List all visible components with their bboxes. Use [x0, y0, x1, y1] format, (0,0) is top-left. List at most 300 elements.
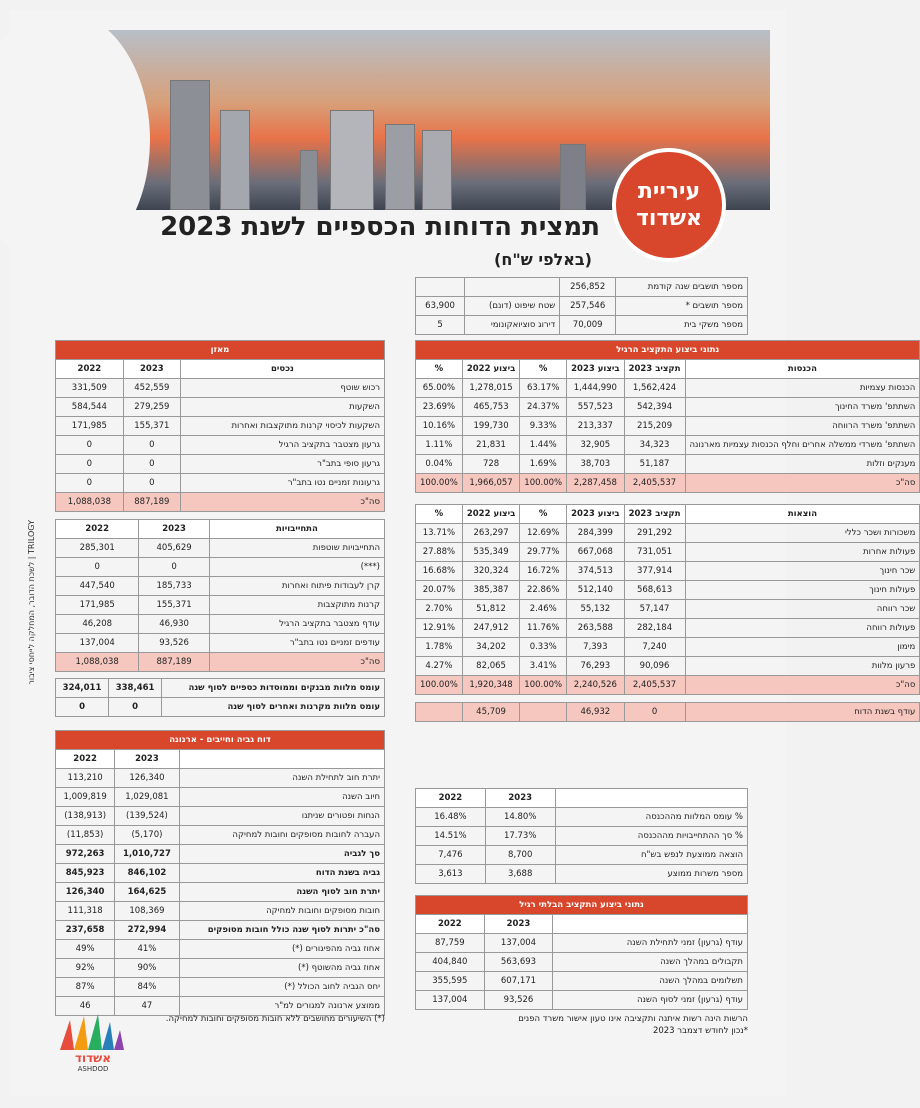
- cell-value: 32,905: [567, 436, 624, 455]
- cell-value: 14.80%: [485, 808, 555, 827]
- table-row: [416, 600, 920, 619]
- table-row: [56, 959, 385, 978]
- cell-value: 263,588: [567, 619, 624, 638]
- cell-value: 263,297: [462, 524, 519, 543]
- table-row: [56, 864, 385, 883]
- cell-value: 279,259: [123, 398, 180, 417]
- row-label: רכוש שוטף: [180, 379, 384, 398]
- table-row: [416, 562, 920, 581]
- cell-value: 92%: [56, 959, 115, 978]
- cell-value: 0: [123, 436, 180, 455]
- row-label: השקעות: [180, 398, 384, 417]
- loans-table: [55, 678, 385, 717]
- regular-budget-title: נתוני ביצוע התקציב הרגיל: [416, 341, 920, 360]
- cell-value: 282,184: [624, 619, 685, 638]
- table-row: [56, 398, 385, 417]
- row-label: אחוז גביה מהפיגורים (*): [179, 940, 384, 959]
- row-label: שכר רווחה: [685, 600, 920, 619]
- row-label: סך לגביה: [179, 845, 384, 864]
- row-label: השתתפ' משרד הרווחה: [685, 417, 920, 436]
- row-label: קרן לעבודות פיתוח ואחרות: [209, 577, 384, 596]
- row-label: סה"כ: [209, 653, 384, 672]
- cell-value: 1,010,727: [115, 845, 179, 864]
- row-label: השתתפ' משרד החינוך: [685, 398, 920, 417]
- table-row: [56, 883, 385, 902]
- table-row: [416, 619, 920, 638]
- logo-sub: ASHDOD: [77, 1065, 109, 1073]
- cell-value: 126,340: [56, 883, 115, 902]
- row-label: נכסים: [180, 360, 384, 379]
- row-label: % עומס המלוות מההכנסה: [555, 808, 747, 827]
- row-label: פרעון מלוות: [685, 657, 920, 676]
- cell-value: ביצוע 2022: [462, 505, 519, 524]
- cell-value: 126,340: [115, 769, 179, 788]
- cell-value: 1.78%: [416, 638, 463, 657]
- arnona-note: (*) השיעורים מחושבים ללא חובות מסופקים וחובות למחיקה.: [165, 1014, 385, 1024]
- cell-value: 374,513: [567, 562, 624, 581]
- cell-value: 93,526: [484, 991, 553, 1010]
- cell-value: %: [520, 360, 567, 379]
- cell-value: 0: [123, 474, 180, 493]
- row-label: עודף (גרעון) זמני לתחילת השנה: [553, 934, 748, 953]
- cell-value: 7,240: [624, 638, 685, 657]
- table-row: [56, 940, 385, 959]
- cell-value: 1,966,057: [462, 474, 519, 493]
- table-row: [56, 902, 385, 921]
- cell-value: 27.88%: [416, 543, 463, 562]
- table-row: [56, 474, 385, 493]
- table-row: [56, 558, 385, 577]
- cell-value: 46,208: [56, 615, 139, 634]
- cell-value: 11.76%: [520, 619, 567, 638]
- header-row: [416, 505, 920, 524]
- cell-value: 2,405,537: [624, 474, 685, 493]
- row-label: פעולות רווחה: [685, 619, 920, 638]
- cell-value: 46,932: [567, 703, 624, 722]
- cell-value: 137,004: [416, 991, 485, 1010]
- cell-value: 465,753: [462, 398, 519, 417]
- cell-value: 49%: [56, 940, 115, 959]
- row-label: יתרת חוב לתחילת השנה: [179, 769, 384, 788]
- stat-value: 256,852: [560, 278, 616, 297]
- row-label: פעולות חינוך: [685, 581, 920, 600]
- right-notes: [430, 1014, 748, 1038]
- row-label: סה"כ: [685, 676, 920, 695]
- cell-value: 2022: [416, 789, 486, 808]
- cell-value: 3,613: [416, 865, 486, 884]
- header-row: [56, 750, 385, 769]
- table-row: [416, 638, 920, 657]
- row-label: הכנסות: [685, 360, 920, 379]
- row-label: קרנות מתוקצבות: [209, 596, 384, 615]
- cell-value: תקציב 2023: [624, 505, 685, 524]
- cell-value: 76,293: [567, 657, 624, 676]
- cell-value: 452,559: [123, 379, 180, 398]
- cell-value: 2,405,537: [624, 676, 685, 695]
- row-label: גביה בשנת הדוח: [179, 864, 384, 883]
- cell-value: 845,923: [56, 864, 115, 883]
- header-row: [56, 360, 385, 379]
- cell-value: 34,323: [624, 436, 685, 455]
- cell-value: 0: [56, 474, 124, 493]
- table-row: [416, 398, 920, 417]
- table-row: [56, 679, 385, 698]
- vertical-credit: לשכת הדובר, המחלקה לייחסי ציבור | TRILOGY: [27, 520, 36, 685]
- row-label: התחייבויות שוטפות: [209, 539, 384, 558]
- cell-value: 93,526: [139, 634, 209, 653]
- cell-value: 887,189: [139, 653, 209, 672]
- row-label: ממוצע ארנונה למגורים למ"ר: [179, 997, 384, 1016]
- row-label: סה"כ: [685, 474, 920, 493]
- cell-value: 12.69%: [520, 524, 567, 543]
- cell-value: 2023: [139, 520, 209, 539]
- total-row: [416, 474, 920, 493]
- cell-value: 2022: [416, 915, 485, 934]
- cell-value: 87%: [56, 978, 115, 997]
- cell-value: 291,292: [624, 524, 685, 543]
- cell-value: 320,324: [462, 562, 519, 581]
- cell-value: 667,068: [567, 543, 624, 562]
- row-label: התחייבויות: [209, 520, 384, 539]
- cell-value: 185,733: [139, 577, 209, 596]
- stat-value: 257,546: [560, 297, 616, 316]
- table-row: [416, 657, 920, 676]
- title-unit: (באלפי ש"ח): [494, 250, 592, 269]
- row-label: שכר חינוך: [685, 562, 920, 581]
- stat-value: 63,900: [416, 297, 465, 316]
- cell-value: 45,709: [462, 703, 519, 722]
- cell-value: 338,461: [109, 679, 162, 698]
- cell-value: 46: [56, 997, 115, 1016]
- cell-value: 2023: [484, 915, 553, 934]
- table-row: [416, 379, 920, 398]
- cell-value: 90,096: [624, 657, 685, 676]
- cell-value: 1,009,819: [56, 788, 115, 807]
- cell-value: 24.37%: [520, 398, 567, 417]
- cell-value: 1,088,038: [56, 493, 124, 512]
- table-row: [416, 827, 748, 846]
- cell-value: ביצוע 2022: [462, 360, 519, 379]
- table-row: [416, 455, 920, 474]
- cell-value: 1,278,015: [462, 379, 519, 398]
- total-row: [56, 493, 385, 512]
- row-label: [179, 750, 384, 769]
- table-row: [56, 769, 385, 788]
- arnona-title: דוח גביה וחייבים - ארנונה: [56, 731, 385, 750]
- cell-value: 90%: [115, 959, 179, 978]
- cell-value: 405,629: [139, 539, 209, 558]
- cell-value: 563,693: [484, 953, 553, 972]
- cell-value: 1,088,038: [56, 653, 139, 672]
- cell-value: %: [416, 360, 463, 379]
- row-label: עומס מלוות מקרנות ואחרים לסוף שנה: [162, 698, 385, 717]
- table-row: [416, 543, 920, 562]
- stat-value: 5: [416, 316, 465, 335]
- cell-value: 324,011: [56, 679, 109, 698]
- row-label: תשלומים במהלך השנה: [553, 972, 748, 991]
- cell-value: 38,703: [567, 455, 624, 474]
- cell-value: (5,170): [115, 826, 179, 845]
- cell-value: 13.71%: [416, 524, 463, 543]
- table-row: [56, 698, 385, 717]
- cell-value: 385,387: [462, 581, 519, 600]
- cell-value: 972,263: [56, 845, 115, 864]
- cell-value: 100.00%: [416, 676, 463, 695]
- cell-value: 171,985: [56, 417, 124, 436]
- cell-value: 2.70%: [416, 600, 463, 619]
- table-row: [56, 417, 385, 436]
- row-label: גרעון סופי בתב"ר: [180, 455, 384, 474]
- cell-value: 237,658: [56, 921, 115, 940]
- cell-value: 0.33%: [520, 638, 567, 657]
- cell-value: 1.69%: [520, 455, 567, 474]
- city-badge: [612, 148, 726, 262]
- cell-value: 82,065: [462, 657, 519, 676]
- cell-value: 2023: [485, 789, 555, 808]
- cell-value: 607,171: [484, 972, 553, 991]
- cell-value: 1.44%: [520, 436, 567, 455]
- total-row: [56, 653, 385, 672]
- cell-value: 355,595: [416, 972, 485, 991]
- stat-label: דירוג סוציואקונומי: [465, 316, 560, 335]
- cell-value: 65.00%: [416, 379, 463, 398]
- row-label: יתרת חוב לסוף השנה: [179, 883, 384, 902]
- cell-value: 0: [109, 698, 162, 717]
- header-row: [416, 789, 748, 808]
- cell-value: 0: [56, 698, 109, 717]
- row-label: % סך ההתחייבויות מההכנסה: [555, 827, 747, 846]
- balance-title: מאזן: [56, 341, 385, 360]
- cell-value: 0: [56, 436, 124, 455]
- cell-value: 728: [462, 455, 519, 474]
- header-row: [416, 360, 920, 379]
- row-label: הוצאות: [685, 505, 920, 524]
- cell-value: 2022: [56, 750, 115, 769]
- cell-value: 7,393: [567, 638, 624, 657]
- row-label: פעולות אחרות: [685, 543, 920, 562]
- row-label: תקבולים במהלך השנה: [553, 953, 748, 972]
- cell-value: 51,187: [624, 455, 685, 474]
- cell-value: 512,140: [567, 581, 624, 600]
- table-row: [416, 808, 748, 827]
- row-label: מספר משרות ממוצע: [555, 865, 747, 884]
- city-name-line2: אשדוד: [635, 206, 703, 231]
- ashdod-logo: [48, 1012, 138, 1072]
- development-budget-table: [415, 895, 748, 1010]
- row-label: השקעות לכיסוי קרנות מתוקצבות ואחרות: [180, 417, 384, 436]
- cell-value: 2,240,526: [567, 676, 624, 695]
- cell-value: 87,759: [416, 934, 485, 953]
- cell-value: 272,994: [115, 921, 179, 940]
- table-row: [56, 596, 385, 615]
- cell-value: 16.68%: [416, 562, 463, 581]
- cell-value: 113,210: [56, 769, 115, 788]
- table-row: [416, 953, 748, 972]
- table-row: [416, 972, 748, 991]
- ratios-table: [415, 788, 748, 884]
- cell-value: 215,209: [624, 417, 685, 436]
- table-row: [56, 921, 385, 940]
- table-row: [416, 934, 748, 953]
- table-row: [416, 865, 748, 884]
- table-row: [56, 807, 385, 826]
- row-label: חובות מסופקים וחובות למחיקה: [179, 902, 384, 921]
- table-row: [56, 577, 385, 596]
- cell-value: 404,840: [416, 953, 485, 972]
- cell-value: 0.04%: [416, 455, 463, 474]
- table-row: [56, 788, 385, 807]
- cell-value: 731,051: [624, 543, 685, 562]
- cell-value: 2022: [56, 360, 124, 379]
- cell-value: 1,920,348: [462, 676, 519, 695]
- cell-value: 557,523: [567, 398, 624, 417]
- cell-value: 41%: [115, 940, 179, 959]
- city-name-line1: עיריית: [637, 178, 701, 204]
- row-label: גרעונות זמניים נטו בתב"ר: [180, 474, 384, 493]
- cell-value: 57,147: [624, 600, 685, 619]
- cell-value: 7,476: [416, 846, 486, 865]
- cell-value: 0: [139, 558, 209, 577]
- table-row: [56, 978, 385, 997]
- header-row: [416, 915, 748, 934]
- note-line: *נכון לחודש דצמבר 2023: [652, 1025, 748, 1036]
- table-row: [56, 615, 385, 634]
- population-stats-table: [415, 277, 748, 335]
- cell-value: 10.16%: [416, 417, 463, 436]
- row-label: הנחות ופטורים שניתנו: [179, 807, 384, 826]
- cell-value: (139,524): [115, 807, 179, 826]
- cell-value: 0: [56, 455, 124, 474]
- cell-value: 3,688: [485, 865, 555, 884]
- cell-value: 9.33%: [520, 417, 567, 436]
- arnona-table: [55, 730, 385, 1016]
- cell-value: 3.41%: [520, 657, 567, 676]
- cell-value: ביצוע 2023: [567, 360, 624, 379]
- regular-budget-table: [415, 340, 920, 722]
- table-row: [416, 581, 920, 600]
- table-row: [416, 846, 748, 865]
- table-row: [416, 991, 748, 1010]
- cell-value: 447,540: [56, 577, 139, 596]
- row-label: אחוז גביה מהשוטף (*): [179, 959, 384, 978]
- cell-value: 1,029,081: [115, 788, 179, 807]
- cell-value: 0: [624, 703, 685, 722]
- cell-value: 2.46%: [520, 600, 567, 619]
- cell-value: (138,913): [56, 807, 115, 826]
- cell-value: 8,700: [485, 846, 555, 865]
- stat-label: מספר משקי בית: [616, 316, 748, 335]
- row-label: [553, 915, 748, 934]
- cell-value: 100.00%: [520, 676, 567, 695]
- cell-value: 213,337: [567, 417, 624, 436]
- cell-value: 1,562,424: [624, 379, 685, 398]
- cell-value: 2023: [123, 360, 180, 379]
- development-budget-title: נתוני ביצוע התקציב הבלתי רגיל: [416, 896, 748, 915]
- cell-value: 46,930: [139, 615, 209, 634]
- cell-value: 155,371: [139, 596, 209, 615]
- cell-value: 164,625: [115, 883, 179, 902]
- cell-value: 542,394: [624, 398, 685, 417]
- cell-value: 16.72%: [520, 562, 567, 581]
- cell-value: 568,613: [624, 581, 685, 600]
- cell-value: 21,831: [462, 436, 519, 455]
- cell-value: 2023: [115, 750, 179, 769]
- stat-label: מספר תושבים *: [616, 297, 748, 316]
- cell-value: 12.91%: [416, 619, 463, 638]
- row-label: עודף (גרעון) זמני לסוף השנה: [553, 991, 748, 1010]
- table-row: [56, 845, 385, 864]
- cell-value: 0: [56, 558, 139, 577]
- header-row: [56, 520, 385, 539]
- cell-value: 284,399: [567, 524, 624, 543]
- row-label: הוצאה ממוצעת לנפש בש"ח: [555, 846, 747, 865]
- cell-value: 20.07%: [416, 581, 463, 600]
- cell-value: 22.86%: [520, 581, 567, 600]
- cell-value: 137,004: [484, 934, 553, 953]
- row-label: עודף מצטבר בתקציב הרגיל: [209, 615, 384, 634]
- stat-value: 70,009: [560, 316, 616, 335]
- cell-value: 331,509: [56, 379, 124, 398]
- cell-value: 377,914: [624, 562, 685, 581]
- row-label: עודף בשנת הדוח: [685, 703, 920, 722]
- cell-value: 111,318: [56, 902, 115, 921]
- table-row: [416, 524, 920, 543]
- cell-value: [520, 703, 567, 722]
- row-label: מימון: [685, 638, 920, 657]
- cell-value: 47: [115, 997, 179, 1016]
- cell-value: %: [416, 505, 463, 524]
- table-row: [56, 379, 385, 398]
- cell-value: 285,301: [56, 539, 139, 558]
- row-label: סה"כ יתרות לסוף שנה כולל חובות מסופקים: [179, 921, 384, 940]
- cell-value: 0: [123, 455, 180, 474]
- cell-value: תקציב 2023: [624, 360, 685, 379]
- page-title-block: [95, 212, 600, 272]
- cell-value: 16.48%: [416, 808, 486, 827]
- stat-label: מספר תושבים שנה קודמת: [616, 278, 748, 297]
- cell-value: 584,544: [56, 398, 124, 417]
- table-row: [416, 436, 920, 455]
- balance-liabilities-table: [55, 519, 385, 672]
- cell-value: 846,102: [115, 864, 179, 883]
- cell-value: ביצוע 2023: [567, 505, 624, 524]
- cell-value: 17.73%: [485, 827, 555, 846]
- row-label: הכנסות עצמיות: [685, 379, 920, 398]
- cell-value: 100.00%: [520, 474, 567, 493]
- cell-value: 199,730: [462, 417, 519, 436]
- cell-value: 63.17%: [520, 379, 567, 398]
- row-label: עודפים זמניים נטו בתב"ר: [209, 634, 384, 653]
- cell-value: 108,369: [115, 902, 179, 921]
- total-row: [416, 676, 920, 695]
- page-title: תמצית הדוחות הכספיים לשנת 2023: [160, 212, 600, 242]
- table-row: [56, 539, 385, 558]
- cell-value: 1,444,990: [567, 379, 624, 398]
- table-row: [56, 634, 385, 653]
- row-label: סה"כ: [180, 493, 384, 512]
- stat-label: שטח שיפוט (דונם): [465, 297, 560, 316]
- cell-value: 247,912: [462, 619, 519, 638]
- row-label: עומס מלוות מבנקים וממוסדות כספיים לסוף שנה: [162, 679, 385, 698]
- cell-value: 2,287,458: [567, 474, 624, 493]
- row-label: (***): [209, 558, 384, 577]
- cell-value: 2022: [56, 520, 139, 539]
- cell-value: 29.77%: [520, 543, 567, 562]
- cell-value: %: [520, 505, 567, 524]
- row-label: חיוב השנה: [179, 788, 384, 807]
- cell-value: [416, 703, 463, 722]
- cell-value: 137,004: [56, 634, 139, 653]
